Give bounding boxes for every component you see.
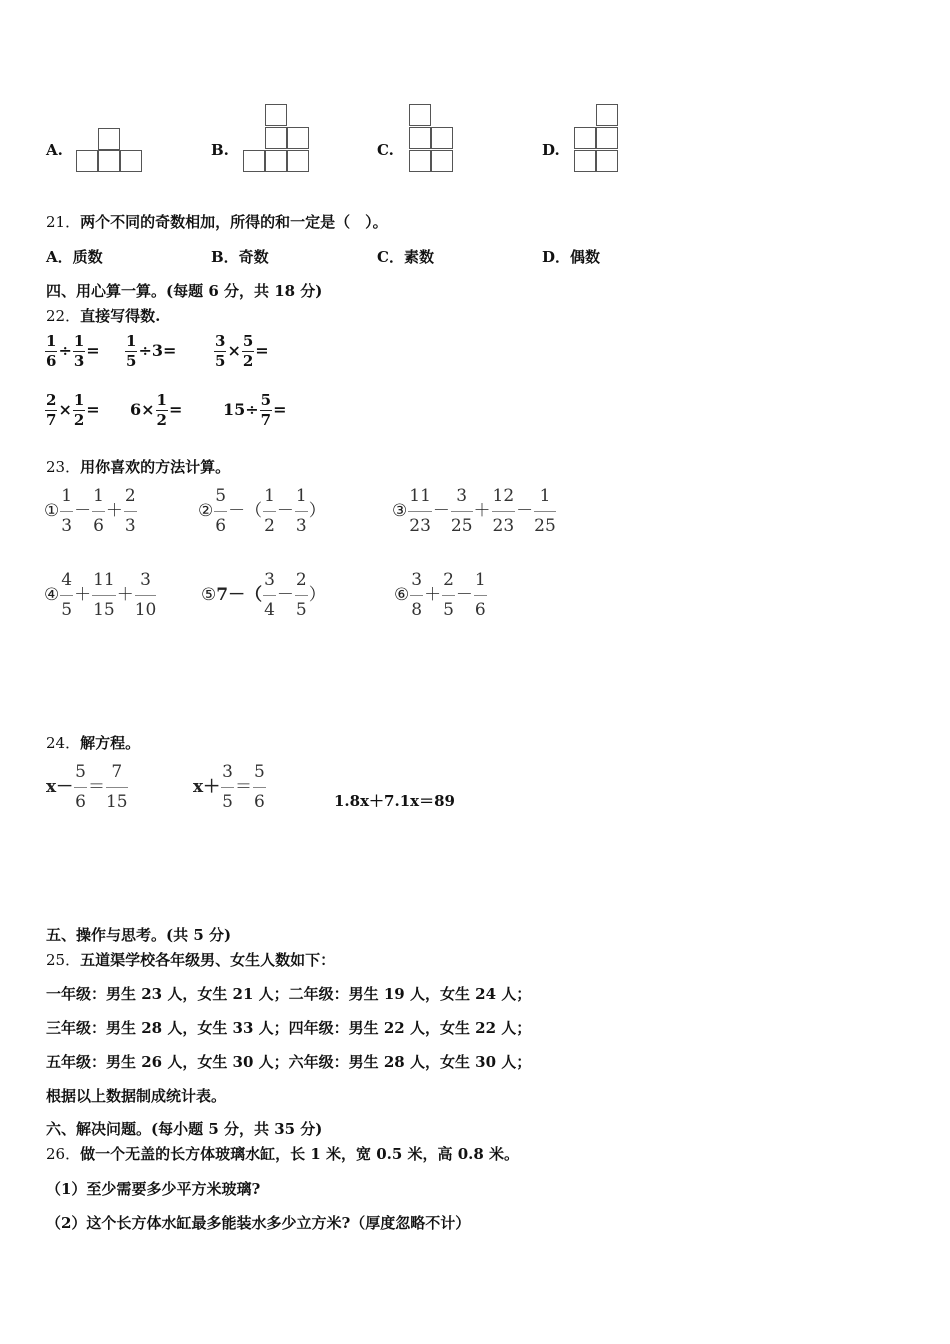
- q23-item-3: ③ $\frac{11}{23}$ － $\frac{3}{25}$ ＋ $\frac{12}{23}$ － $\frac{1}{25}$: [392, 486, 556, 536]
- q21-option-c: C．素数: [377, 248, 434, 266]
- q25-line-1: 一年级：男生 23 人，女生 21 人；二年级：男生 19 人，女生 24 人；: [46, 985, 532, 1003]
- option-c-figure: [409, 104, 459, 174]
- q23-text: 用你喜欢的方法计算。: [80, 458, 231, 476]
- option-a-figure: [76, 104, 146, 174]
- q23-number: 23．: [46, 458, 81, 476]
- q24-equation-1: x－ $\frac{5}{6}$ ＝ $\frac{7}{15}$: [46, 762, 128, 812]
- q21-option-a: A．质数: [46, 248, 103, 266]
- q24-equation-2: x＋ $\frac{3}{5}$ ＝ $\frac{5}{6}$: [193, 762, 265, 812]
- section4-title: 四、用心算一算。(每题 6 分，共 18 分): [46, 282, 323, 300]
- section5-title: 五、操作与思考。(共 5 分): [46, 926, 232, 944]
- q23-item-2: ② $\frac{5}{6}$ －（ $\frac{1}{2}$ － $\frac{1}{3}$ ）: [198, 486, 326, 536]
- q22-item-3: $\frac{3}{5}$ × $\frac{5}{2}$ =: [215, 332, 269, 370]
- q26-sub-2: （2）这个长方体水缸最多能装水多少立方米?（厚度忽略不计）: [46, 1214, 471, 1232]
- q22-item-4: $\frac{2}{7}$ × $\frac{1}{2}$ =: [46, 391, 100, 429]
- q21-number: 21．: [46, 213, 81, 231]
- option-c-label: C.: [377, 141, 394, 159]
- option-d-figure: [574, 104, 624, 174]
- option-b-figure: [243, 104, 313, 174]
- q22-number: 22．: [46, 307, 81, 325]
- q23-item-4: ④ $\frac{4}{5}$ ＋ $\frac{11}{15}$ ＋ $\frac{3}{10}$: [44, 570, 157, 620]
- q22-item-2: $\frac{1}{5}$ ÷3=: [126, 332, 177, 370]
- q25-text: 五道渠学校各年级男、女生人数如下：: [80, 951, 336, 969]
- q21-option-b: B．奇数: [211, 248, 269, 266]
- q24-equation-3: 1.8x＋7.1x＝89: [334, 792, 455, 810]
- q25-line-3: 五年级：男生 26 人，女生 30 人；六年级：男生 28 人，女生 30 人；: [46, 1053, 532, 1071]
- q22-item-6: 15÷ $\frac{5}{7}$ =: [223, 391, 287, 429]
- q21-text: 两个不同的奇数相加，所得的和一定是（ ）。: [80, 213, 388, 231]
- section6-title: 六、解决问题。(每小题 5 分，共 35 分): [46, 1120, 323, 1138]
- q21-question: [46, 211, 388, 232]
- option-d-label: D.: [542, 141, 560, 159]
- q25-question: [46, 949, 335, 970]
- q25-number: 25．: [46, 951, 81, 969]
- q26-text: 做一个无盖的长方体玻璃水缸，长 1 米，宽 0.5 米，高 0.8 米。: [80, 1145, 520, 1163]
- q25-line-2: 三年级：男生 28 人，女生 33 人；四年级：男生 22 人，女生 22 人；: [46, 1019, 532, 1037]
- q24-text: 解方程。: [80, 734, 141, 752]
- q26-sub-1: （1）至少需要多少平方米玻璃?: [46, 1180, 261, 1198]
- q22-item-1: $\frac{1}{6}$ ÷ $\frac{1}{3}$ =: [46, 332, 100, 370]
- q26-question: [46, 1143, 519, 1164]
- option-b-label: B.: [211, 141, 229, 159]
- q24-question: [46, 732, 140, 753]
- q23-question: [46, 456, 230, 477]
- q23-item-1: ① $\frac{1}{3}$ － $\frac{1}{6}$ ＋ $\frac{2}{3}$: [44, 486, 136, 536]
- q24-number: 24．: [46, 734, 81, 752]
- q21-option-d: D．偶数: [542, 248, 601, 266]
- q25-line-4: 根据以上数据制成统计表。: [46, 1087, 227, 1105]
- q23-item-5: ⑤7－（ $\frac{3}{4}$ － $\frac{2}{5}$ ）: [201, 570, 326, 620]
- q23-item-6: ⑥ $\frac{3}{8}$ ＋ $\frac{2}{5}$ － $\frac{1}{6}$: [394, 570, 486, 620]
- q26-number: 26．: [46, 1145, 81, 1163]
- q22-item-5: 6× $\frac{1}{2}$ =: [130, 391, 183, 429]
- q22-text: 直接写得数.: [80, 307, 161, 325]
- q22-question: [46, 305, 160, 326]
- option-a-label: A.: [46, 141, 63, 159]
